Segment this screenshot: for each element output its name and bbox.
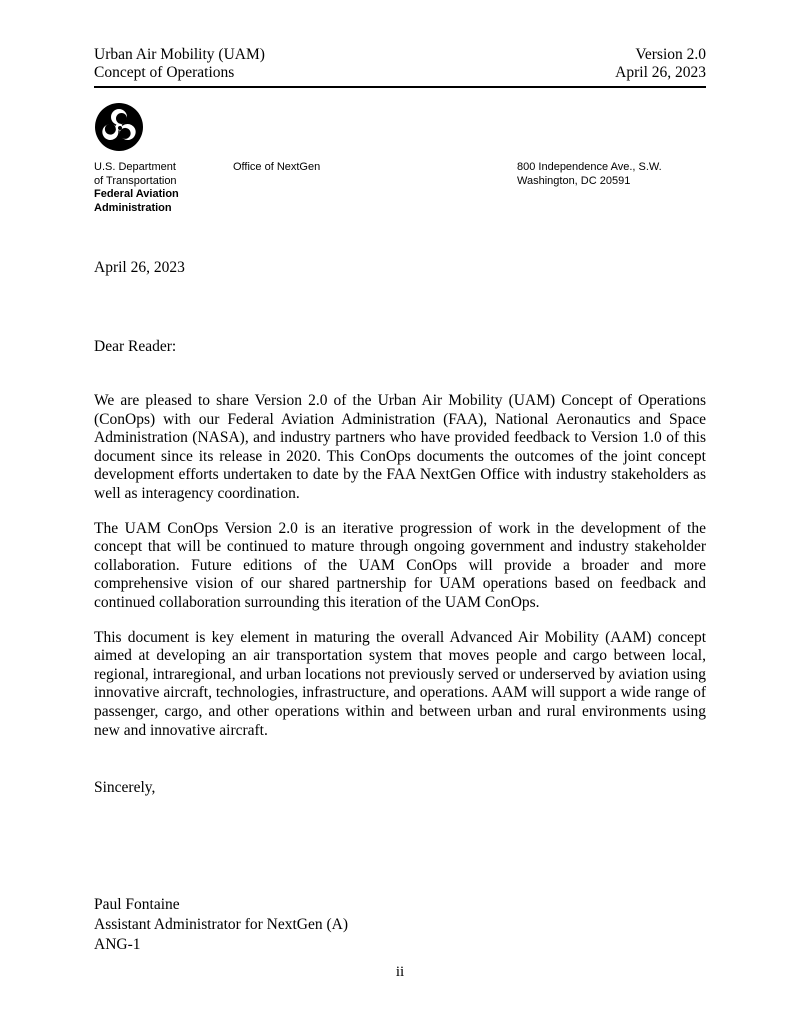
document-header bbox=[94, 46, 706, 82]
letter-body bbox=[94, 392, 706, 740]
letterhead-agency-line2: Administration bbox=[94, 201, 172, 214]
letterhead-office-name: Office of NextGen bbox=[233, 161, 321, 173]
letter-date: April 26, 2023 bbox=[94, 259, 185, 276]
letterhead bbox=[94, 161, 706, 215]
header-version: Version 2.0 bbox=[635, 46, 706, 63]
letterhead-office bbox=[233, 161, 517, 215]
letterhead-dept-line1: U.S. Department bbox=[94, 161, 176, 173]
signature-title: Assistant Administrator for NextGen (A) bbox=[94, 916, 348, 934]
signature-name: Paul Fontaine bbox=[94, 896, 180, 914]
letter-paragraph: We are pleased to share Version 2.0 of the Urban Air Mobility (UAM) Concept of Operations (ConOps) with our Federal Aviation Administration (FAA), National Aeronautics and Space Administration (NASA), and industry partners who have provided feedback to Version 1.0 of this document since its release in 2020. This ConOps documents the outcomes of the joint concept development efforts undertaken to date by the FAA NextGen Office with industry stakeholders as well as interagency coordination. bbox=[94, 392, 706, 502]
header-version-block bbox=[615, 46, 706, 82]
letter-paragraph: This document is key element in maturing the overall Advanced Air Mobility (AAM) concept aimed at developing an air transportation system that moves people and cargo between local, regional, intraregional, and urban locations not previously served or underserved by aviation using innovative aircraft, technologies, infrastructure, and operations. AAM will support a wide range of passenger, cargo, and other operations within and between urban and rural environments using new and innovative aircraft. bbox=[94, 628, 706, 739]
header-title-line1: Urban Air Mobility (UAM) bbox=[94, 46, 265, 63]
page-number: ii bbox=[395, 964, 405, 980]
dot-logo-icon bbox=[94, 102, 144, 152]
letterhead-address bbox=[517, 161, 662, 215]
letter-paragraph: The UAM ConOps Version 2.0 is an iterative progression of work in the development of the concept that will be continued to mature through ongoing government and industry stakeholder collaboration. Future editions of the UAM ConOps will provide a broader and more comprehensive vision of our shared partnership for UAM operations based on feedback and continued collaboration surrounding this iteration of the UAM ConOps. bbox=[94, 519, 706, 611]
letter-closing: Sincerely, bbox=[94, 779, 156, 797]
letterhead-dept-line2: of Transportation bbox=[94, 174, 177, 187]
letter-salutation: Dear Reader: bbox=[94, 338, 177, 355]
header-title-block bbox=[94, 46, 265, 82]
letterhead-address-line1: 800 Independence Ave., S.W. bbox=[517, 161, 662, 173]
header-divider bbox=[94, 86, 706, 88]
letterhead-department bbox=[94, 161, 233, 215]
signature-code: ANG-1 bbox=[94, 936, 141, 954]
letterhead-address-line2: Washington, DC 20591 bbox=[517, 174, 631, 187]
letterhead-agency-line1: Federal Aviation bbox=[94, 188, 179, 200]
signature-block bbox=[94, 895, 706, 955]
header-date: April 26, 2023 bbox=[615, 64, 706, 81]
header-title-line2: Concept of Operations bbox=[94, 64, 235, 81]
